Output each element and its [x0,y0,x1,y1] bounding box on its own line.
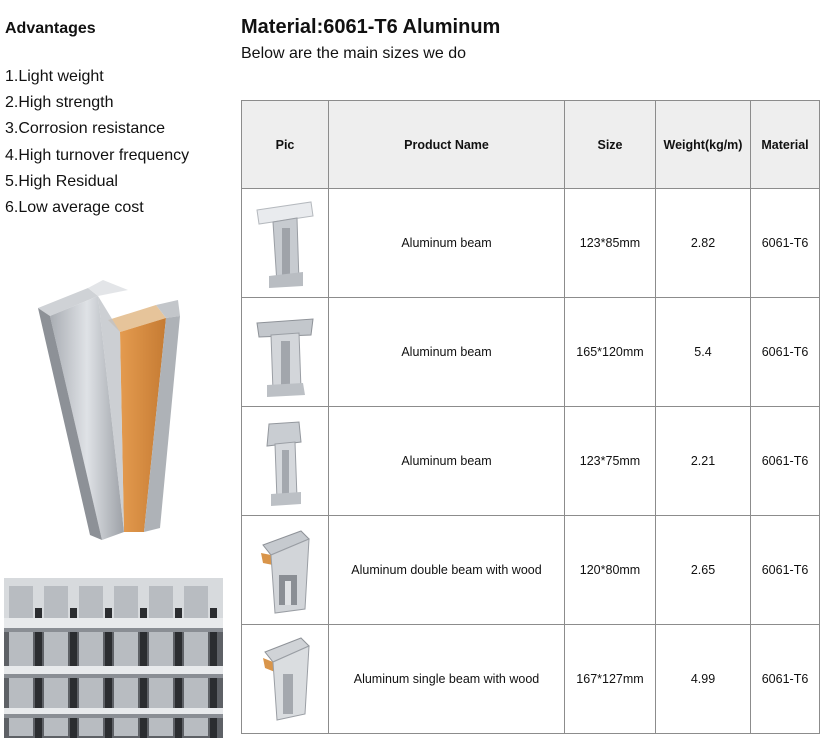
advantage-item: 5.High Residual [5,172,118,190]
product-name-cell: Aluminum beam [329,298,565,407]
material-cell: 6061-T6 [751,625,820,734]
table-row [242,407,820,516]
table-row [242,625,820,734]
material-subtitle: Below are the main sizes we do [241,45,466,62]
advantage-item: 3.Corrosion resistance [5,120,166,138]
table-header-row [242,101,820,189]
material-title: Material:6061-T6 Aluminum [241,16,501,38]
advantage-item: 2.High strength [5,94,114,112]
advantage-item: 4.High turnover frequency [5,146,190,164]
size-table [241,100,820,734]
header-product-name: Product Name [329,101,565,189]
aluminum-beam-profile-icon [255,198,315,288]
header-size: Size [565,101,656,189]
size-cell: 167*127mm [565,625,656,734]
aluminum-beam-profile-icon [255,416,315,506]
material-cell: 6061-T6 [751,189,820,298]
aluminum-double-beam-profile-icon [255,525,315,615]
material-cell: 6061-T6 [751,298,820,407]
table-row [242,189,820,298]
beam-with-wood-photo [28,270,208,545]
header-material: Material [751,101,820,189]
product-name-cell: Aluminum single beam with wood [329,625,565,734]
size-cell: 120*80mm [565,516,656,625]
product-name-cell: Aluminum double beam with wood [329,516,565,625]
weight-cell: 2.82 [656,189,751,298]
left-panel [0,0,236,750]
weight-cell: 5.4 [656,298,751,407]
pic-cell [242,298,329,407]
table-row [242,516,820,625]
product-name-cell: Aluminum beam [329,407,565,516]
weight-cell: 4.99 [656,625,751,734]
size-cell: 165*120mm [565,298,656,407]
advantage-item: 6.Low average cost [5,199,144,217]
weight-cell: 2.21 [656,407,751,516]
header-pic: Pic [242,101,329,189]
header-weight: Weight(kg/m) [656,101,751,189]
product-name-cell: Aluminum beam [329,189,565,298]
aluminum-single-beam-profile-icon [255,634,315,724]
advantages-list [5,64,189,221]
right-panel [236,0,820,750]
pic-cell [242,625,329,734]
stacked-beams-photo [4,578,223,738]
material-cell: 6061-T6 [751,516,820,625]
aluminum-beam-profile-icon [255,307,315,397]
advantage-item: 1.Light weight [5,68,104,85]
pic-cell [242,516,329,625]
weight-cell: 2.65 [656,516,751,625]
material-cell: 6061-T6 [751,407,820,516]
pic-cell [242,407,329,516]
pic-cell [242,189,329,298]
table-row [242,298,820,407]
size-cell: 123*75mm [565,407,656,516]
size-cell: 123*85mm [565,189,656,298]
advantages-title: Advantages [5,20,96,37]
